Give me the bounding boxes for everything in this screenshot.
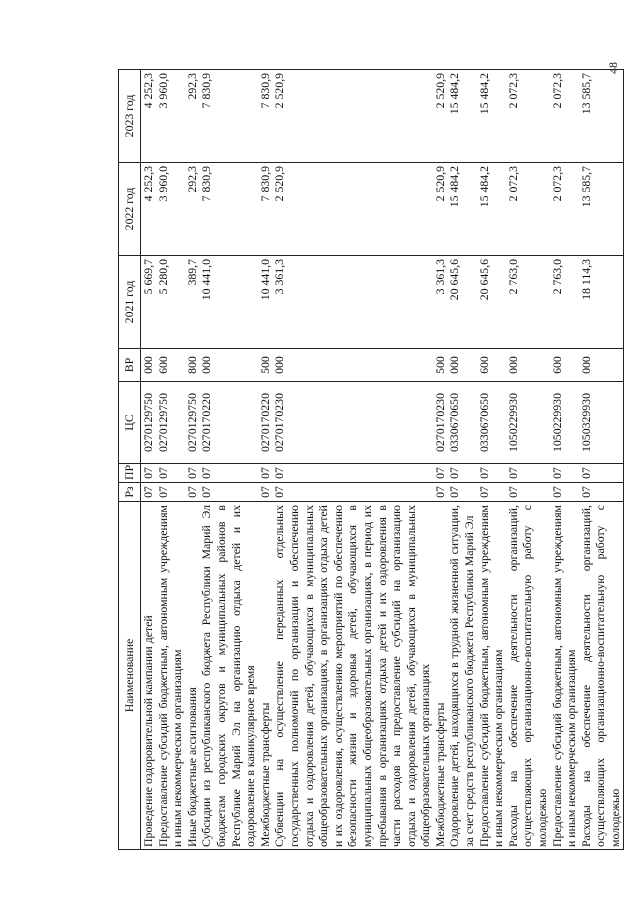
row-2021: 389,7 [185,256,200,349]
row-2022: 7 830,9 [199,163,257,256]
row-rz: 07 [477,483,506,502]
row-rz: 07 [506,483,550,502]
row-2023: 15 484,2 [477,70,506,163]
table-row [477,70,506,850]
row-name: Предоставление субсидий бюджетным, автономным учреждениям и иным некоммерческим организациям [550,502,579,850]
row-vr: 600 [156,349,185,382]
row-pr: 07 [477,464,506,483]
rotated-page-content [118,70,638,850]
row-rz: 07 [156,483,185,502]
header-2022: 2022 год [119,163,141,256]
header-pr: ПР [119,464,141,483]
row-vr: 000 [579,349,623,382]
header-2021: 2021 год [119,256,141,349]
table-row [433,70,448,850]
table-row [550,70,579,850]
row-2022: 15 484,2 [477,163,506,256]
row-pr: 07 [141,464,156,483]
row-rz: 07 [258,483,273,502]
table-row [141,70,156,850]
row-2022: 2 520,9 [433,163,448,256]
row-cs: 0330670650 [447,382,476,464]
header-2023: 2023 год [119,70,141,163]
row-2023: 13 585,7 [579,70,623,163]
row-name: Расходы на обеспечение деятельности организаций, осуществляющих организационно-воспитательную работу с молодежью [579,502,623,850]
table-row [272,70,433,850]
row-cs: 1050329930 [579,382,623,464]
table-row [185,70,200,850]
row-name: Предоставление субсидий бюджетным, автономным учреждениям и иным некоммерческим организациям [477,502,506,850]
row-vr: 800 [185,349,200,382]
row-2022: 15 484,2 [447,163,476,256]
row-name: Проведение оздоровительной кампании детей [141,502,156,850]
row-2021: 3 361,3 [272,256,433,349]
row-2021: 5 669,7 [141,256,156,349]
row-rz: 07 [433,483,448,502]
row-rz: 07 [272,483,433,502]
row-rz: 07 [141,483,156,502]
row-2023: 2 072,3 [550,70,579,163]
row-2022: 4 252,3 [141,163,156,256]
row-cs: 1050229930 [550,382,579,464]
row-cs: 0270170220 [258,382,273,464]
table-row [579,70,623,850]
row-2022: 2 520,9 [272,163,433,256]
header-cs: ЦС [119,382,141,464]
row-vr: 000 [447,349,476,382]
row-cs: 1050229930 [506,382,550,464]
row-cs: 0270129750 [185,382,200,464]
budget-table [118,69,624,850]
row-pr: 07 [433,464,448,483]
row-name: Предоставление субсидий бюджетным, автономным учреждениям и иным некоммерческим организациям [156,502,185,850]
row-name: Субвенции на осуществление переданных отдельных государственных полномочий по организации и обеспечению отдыха и оздоровления детей, обучающихся в муниципальных общеобразовательных организациях, в организациях отдыха детей и их оздоровления, осуществлению мероприятий по обеспечению безопасности жизни и здоровья детей, обучающихся в муниципальных общеобразовательных организациях, в период их пребывания в организациях отдыха детей и их оздоровления в части расходов на предоставление субсидий на организацию отдыха и оздоровления детей, обучающихся в муниципальных общеобразовательных организациях [272,502,433,850]
row-2023: 292,3 [185,70,200,163]
row-2022: 13 585,7 [579,163,623,256]
row-name: Расходы на обеспечение деятельности организаций, осуществляющих организационно-воспитательную работу с молодежью [506,502,550,850]
row-2021: 18 114,3 [579,256,623,349]
row-pr: 07 [550,464,579,483]
row-name: Субсидии из республиканского бюджета Республики Марий Эл бюджетам городских округов и муниципальных районов в Республике Марий Эл на организацию отдыха детей и их оздоровление в каникулярное время [199,502,257,850]
row-2022: 2 072,3 [506,163,550,256]
table-row [199,70,257,850]
table-row [156,70,185,850]
row-vr: 600 [550,349,579,382]
row-vr: 000 [199,349,257,382]
table-row [447,70,476,850]
row-2021: 20 645,6 [477,256,506,349]
row-pr: 07 [579,464,623,483]
row-2021: 2 763,0 [550,256,579,349]
header-vr: ВР [119,349,141,382]
row-name: Межбюджетные трансферты [258,502,273,850]
row-pr: 07 [156,464,185,483]
row-2023: 3 960,0 [156,70,185,163]
header-row [119,70,141,850]
row-2023: 7 830,9 [199,70,257,163]
row-vr: 500 [258,349,273,382]
row-cs: 0330670650 [477,382,506,464]
row-vr: 600 [477,349,506,382]
row-2023: 15 484,2 [447,70,476,163]
row-vr: 000 [506,349,550,382]
table-row [258,70,273,850]
row-rz: 07 [447,483,476,502]
row-pr: 07 [272,464,433,483]
row-vr: 500 [433,349,448,382]
row-2021: 10 441,0 [258,256,273,349]
row-2021: 20 645,6 [447,256,476,349]
row-name: Оздоровление детей, находящихся в трудной жизненной ситуации, за счет средств республиканского бюджета Республики Марий Эл [447,502,476,850]
row-2023: 2 072,3 [506,70,550,163]
row-name: Межбюджетные трансферты [433,502,448,850]
table-row [506,70,550,850]
row-vr: 000 [141,349,156,382]
row-rz: 07 [185,483,200,502]
row-pr: 07 [199,464,257,483]
row-2023: 7 830,9 [258,70,273,163]
row-rz: 07 [550,483,579,502]
row-2021: 10 441,0 [199,256,257,349]
row-2021: 5 280,0 [156,256,185,349]
page-number: 48 [606,62,620,74]
row-vr: 000 [272,349,433,382]
row-cs: 0270170230 [433,382,448,464]
row-rz: 07 [579,483,623,502]
row-rz: 07 [199,483,257,502]
row-2023: 4 252,3 [141,70,156,163]
row-cs: 0270170220 [199,382,257,464]
row-pr: 07 [258,464,273,483]
row-pr: 07 [447,464,476,483]
header-name: Наименование [119,502,141,850]
row-2023: 2 520,9 [433,70,448,163]
row-cs: 0270170230 [272,382,433,464]
row-2021: 2 763,0 [506,256,550,349]
row-pr: 07 [506,464,550,483]
header-rz: Рз [119,483,141,502]
row-2023: 2 520,9 [272,70,433,163]
row-2022: 7 830,9 [258,163,273,256]
row-2022: 3 960,0 [156,163,185,256]
row-2021: 3 361,3 [433,256,448,349]
row-2022: 2 072,3 [550,163,579,256]
row-cs: 0270129750 [141,382,156,464]
row-2022: 292,3 [185,163,200,256]
row-pr: 07 [185,464,200,483]
row-name: Иные бюджетные ассигнования [185,502,200,850]
row-cs: 0270129750 [156,382,185,464]
